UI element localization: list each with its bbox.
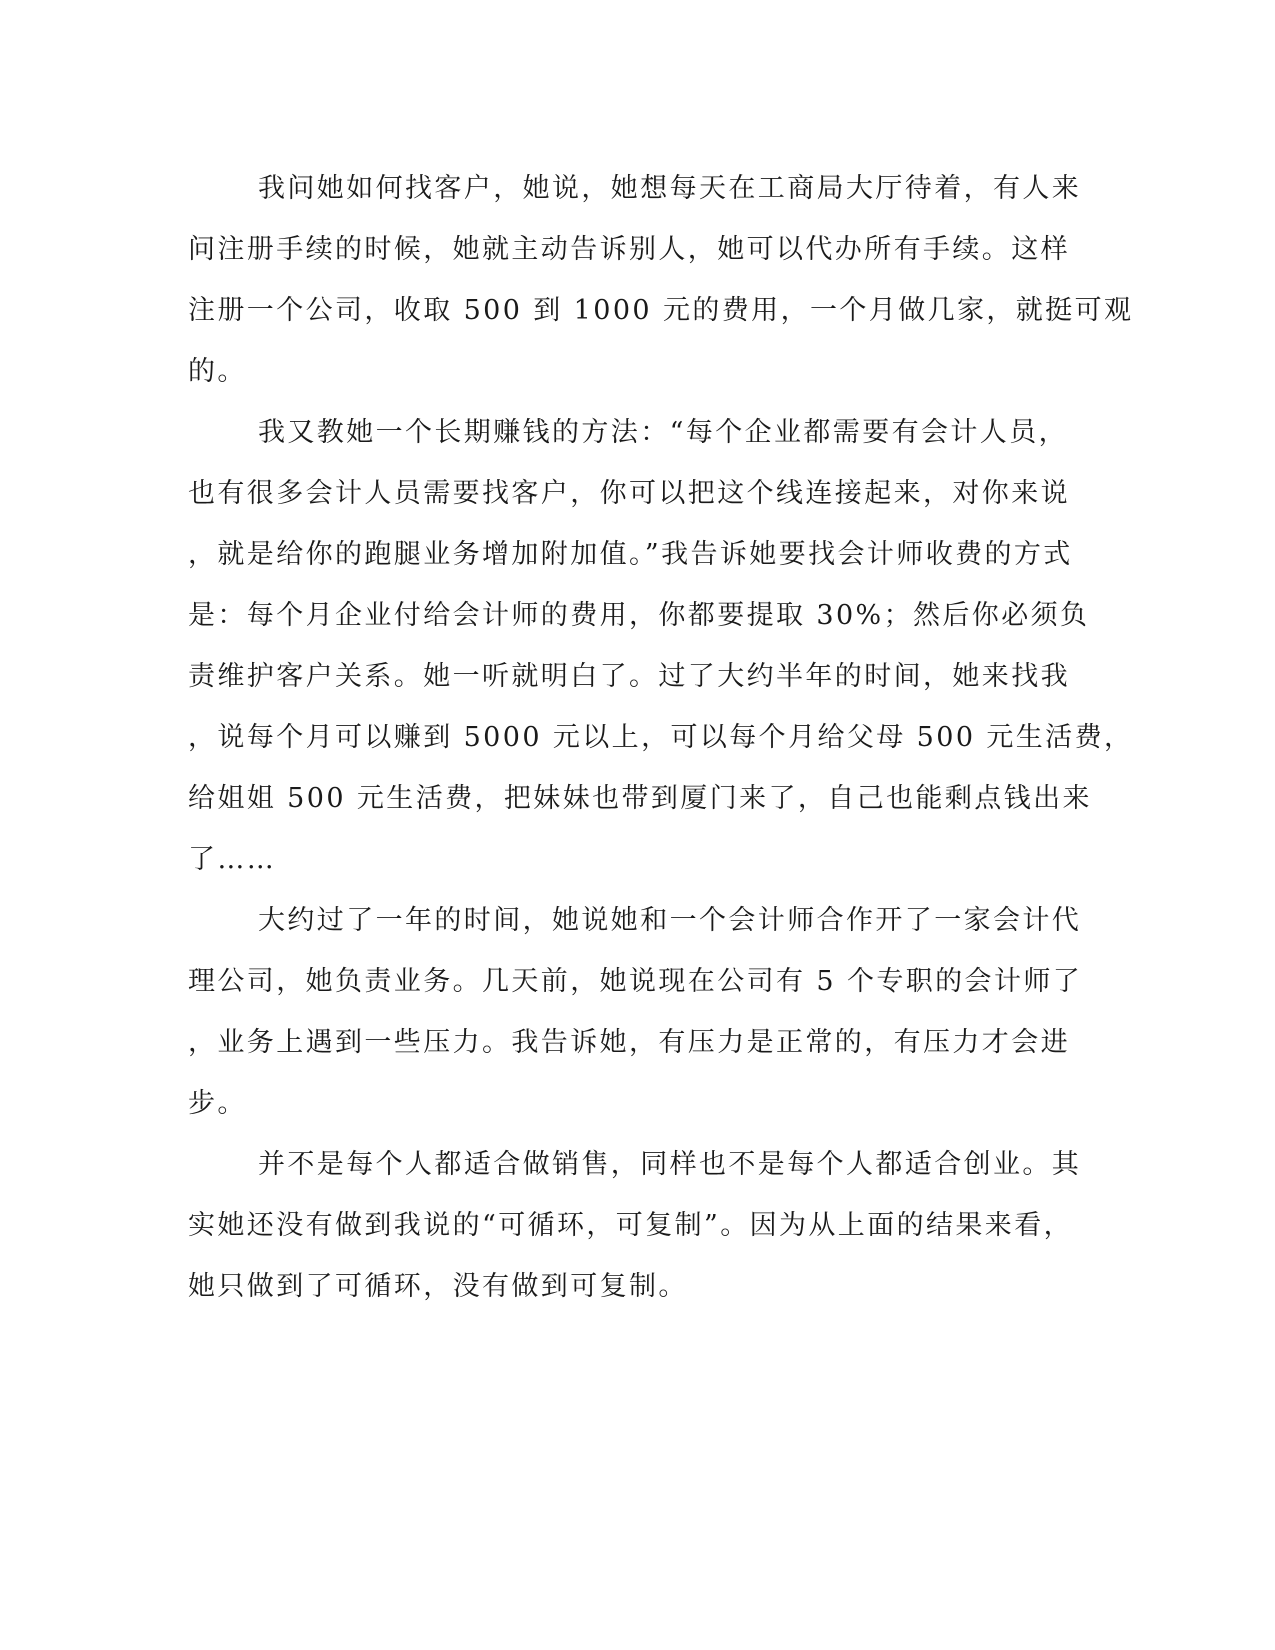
text-line: 实她还没有做到我说的“可循环，可复制”。因为从上面的结果来看， <box>188 1210 1074 1241</box>
text-line: ，说每个月可以赚到 5000 元以上，可以每个月给父母 500 元生活费， <box>188 722 1134 753</box>
text-line: 责维护客户关系。她一听就明白了。过了大约半年的时间，她来找我 <box>188 661 1070 692</box>
text-line: 注册一个公司，收取 500 到 1000 元的费用，一个月做几家，就挺可观 <box>188 295 1134 326</box>
text-line: 也有很多会计人员需要找客户，你可以把这个线连接起来，对你来说 <box>188 478 1070 509</box>
paragraph-4 <box>188 1134 1082 1317</box>
text-line: ，就是给你的跑腿业务增加附加值。”我告诉她要找会计师收费的方式 <box>188 539 1073 570</box>
paragraph-3 <box>188 890 1083 1134</box>
text-line: 我又教她一个长期赚钱的方法：“每个企业都需要有会计人员， <box>258 417 1069 448</box>
text-line: 大约过了一年的时间，她说她和一个会计师合作开了一家会计代 <box>258 905 1082 936</box>
text-line: ，业务上遇到一些压力。我告诉她，有压力是正常的，有压力才会进 <box>188 1027 1070 1058</box>
text-line: 理公司，她负责业务。几天前，她说现在公司有 5 个专职的会计师了 <box>188 966 1083 997</box>
text-line: 给姐姐 500 元生活费，把妹妹也带到厦门来了，自己也能剩点钱出来 <box>188 783 1092 814</box>
text-line: 问注册手续的时候，她就主动告诉别人，她可以代办所有手续。这样 <box>188 234 1070 265</box>
text-line: 我问她如何找客户，她说，她想每天在工商局大厅待着，有人来 <box>258 173 1082 204</box>
paragraph-1 <box>188 158 1134 402</box>
text-line: 并不是每个人都适合做销售，同样也不是每个人都适合创业。其 <box>258 1149 1082 1180</box>
paragraph-2 <box>188 402 1134 890</box>
text-line: 她只做到了可循环，没有做到可复制。 <box>188 1271 688 1302</box>
text-line: 了…… <box>188 844 277 875</box>
text-line: 步。 <box>188 1088 247 1119</box>
document-body <box>188 158 1134 1317</box>
text-line: 是：每个月企业付给会计师的费用，你都要提取 30%；然后你必须负 <box>188 600 1090 631</box>
text-line: 的。 <box>188 356 247 387</box>
